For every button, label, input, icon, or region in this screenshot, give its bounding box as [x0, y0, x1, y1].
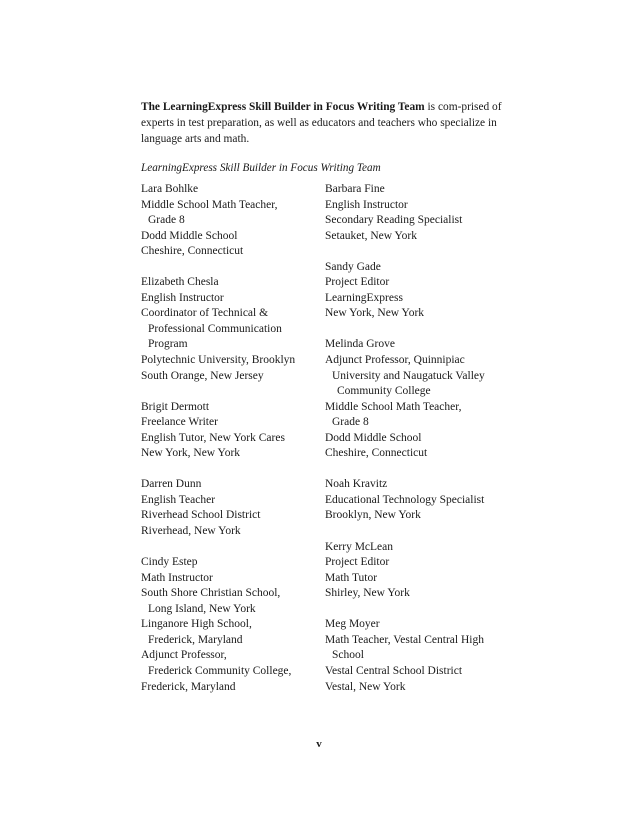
member-detail-line: Frederick Community College,: [148, 664, 292, 677]
member-detail-line: Professional Communication: [148, 322, 282, 335]
member-name: Cindy Estep: [141, 556, 198, 569]
member-detail-line: Shirley, New York: [325, 587, 410, 600]
team-heading: LearningExpress Skill Builder in Focus Writing Team: [141, 162, 381, 174]
team-member-entry: [325, 540, 500, 602]
member-detail-line: Project Editor: [325, 276, 390, 289]
intro-paragraph: [141, 99, 503, 147]
member-detail-line: Grade 8: [148, 214, 185, 227]
member-detail-line: Vestal Central School District: [325, 664, 463, 677]
entry-spacer: [141, 462, 316, 478]
member-name: Darren Dunn: [141, 478, 202, 491]
member-detail-line: English Instructor: [141, 291, 224, 304]
member-detail-line: English Teacher: [141, 493, 216, 506]
member-detail-line: University and Naugatuck Valley: [332, 369, 485, 382]
member-detail-line: Middle School Math Teacher,: [141, 198, 278, 211]
left-column: [141, 182, 316, 695]
entry-spacer: [325, 244, 500, 260]
entry-spacer: [141, 540, 316, 556]
member-detail-line: English Instructor: [325, 198, 408, 211]
member-detail-line: Educational Technology Specialist: [325, 493, 485, 506]
member-detail-line: Freelance Writer: [141, 416, 218, 429]
member-name: Kerry McLean: [325, 540, 394, 553]
member-detail-line: Brooklyn, New York: [325, 509, 421, 522]
member-detail-line: Adjunct Professor, Quinnipiac: [325, 354, 465, 367]
team-member-entry: [141, 555, 316, 695]
entry-spacer: [325, 322, 500, 338]
entry-spacer: [141, 260, 316, 276]
member-detail-line: Grade 8: [332, 416, 369, 429]
member-detail-line: Long Island, New York: [148, 602, 256, 615]
member-name: Brigit Dermott: [141, 400, 210, 413]
team-member-entry: [325, 337, 500, 461]
page-number: v: [316, 738, 322, 750]
team-member-entry: [325, 617, 500, 695]
team-member-entry: [141, 275, 316, 384]
member-name: Barbara Fine: [325, 183, 385, 195]
member-detail-line: Riverhead School District: [141, 509, 261, 522]
team-member-entry: [325, 182, 500, 244]
member-name: Noah Kravitz: [325, 478, 388, 491]
member-detail-line: Cheshire, Connecticut: [325, 447, 428, 460]
member-detail-line: Middle School Math Teacher,: [325, 400, 462, 413]
member-detail-line: Math Teacher, Vestal Central High: [325, 633, 484, 646]
member-name: Meg Moyer: [325, 618, 380, 631]
member-detail-line: Polytechnic University, Brooklyn: [141, 354, 296, 367]
member-name: Lara Bohlke: [141, 183, 199, 195]
member-detail-line: Linganore High School,: [141, 618, 252, 631]
member-name: Sandy Gade: [325, 260, 381, 273]
member-detail-line: Math Tutor: [325, 571, 378, 584]
member-detail-line: Secondary Reading Specialist: [325, 214, 463, 227]
team-member-entry: [141, 182, 316, 260]
right-column: [325, 182, 500, 695]
member-detail-line: Dodd Middle School: [325, 431, 422, 444]
member-detail-line: Adjunct Professor,: [141, 649, 227, 662]
member-detail-line: Program: [148, 338, 188, 351]
member-name: Melinda Grove: [325, 338, 395, 351]
team-member-entry: [141, 477, 316, 539]
member-detail-line: Community College: [337, 385, 431, 398]
entry-spacer: [141, 384, 316, 400]
intro-body: is com-prised of experts in test preparation, as well as educators and teachers who specialize in language arts and math.: [141, 101, 502, 145]
member-detail-line: Riverhead, New York: [141, 525, 241, 538]
member-detail-line: School: [332, 649, 364, 662]
member-detail-line: Project Editor: [325, 556, 390, 569]
team-member-entry: [325, 477, 500, 524]
member-name: Elizabeth Chesla: [141, 276, 219, 289]
member-detail-line: Dodd Middle School: [141, 229, 238, 242]
member-detail-line: Frederick, Maryland: [148, 633, 243, 646]
member-detail-line: Setauket, New York: [325, 229, 417, 242]
team-member-entry: [141, 400, 316, 462]
member-detail-line: Vestal, New York: [325, 680, 406, 693]
intro-lead: The LearningExpress Skill Builder in Focus Writing Team: [141, 101, 425, 113]
member-detail-line: South Orange, New Jersey: [141, 369, 264, 382]
member-detail-line: English Tutor, New York Cares: [141, 431, 285, 444]
member-detail-line: New York, New York: [325, 307, 425, 320]
entry-spacer: [325, 602, 500, 618]
member-detail-line: LearningExpress: [325, 291, 403, 304]
entry-spacer: [325, 462, 500, 478]
member-detail-line: South Shore Christian School,: [141, 587, 281, 600]
member-detail-line: New York, New York: [141, 447, 241, 460]
member-detail-line: Cheshire, Connecticut: [141, 245, 244, 258]
member-detail-line: Frederick, Maryland: [141, 680, 236, 693]
member-detail-line: Math Instructor: [141, 571, 213, 584]
entry-spacer: [325, 524, 500, 540]
member-detail-line: Coordinator of Technical &: [141, 307, 269, 320]
team-member-entry: [325, 260, 500, 322]
